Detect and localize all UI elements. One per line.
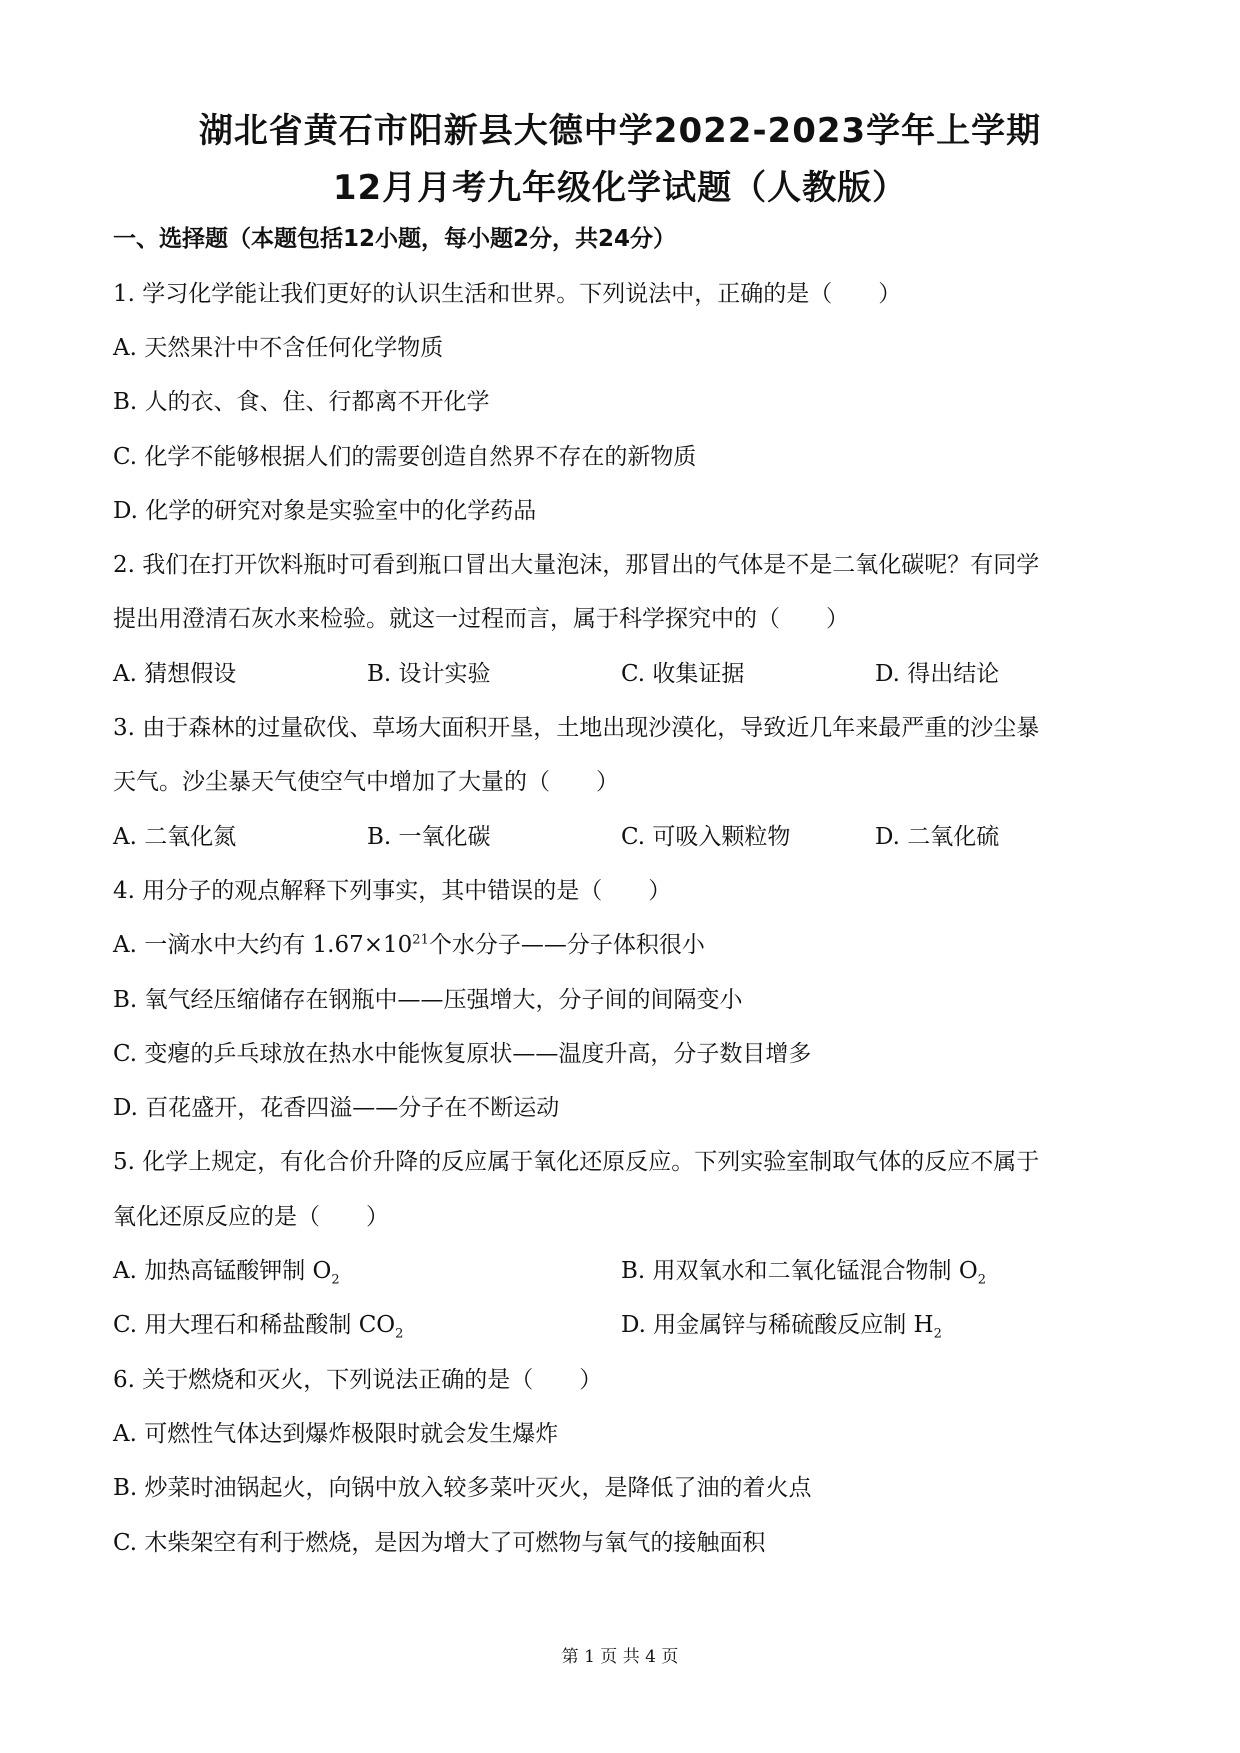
question-2-option-a: A. 猜想假设	[113, 661, 237, 687]
question-3-stem-line2: 天气。沙尘暴天气使空气中增加了大量的（ ）	[113, 769, 619, 795]
question-4-option-a-text-end: 个水分子——分子体积很小	[428, 932, 705, 958]
question-6-option-b: B. 炒菜时油锅起火，向锅中放入较多菜叶灭火，是降低了油的着火点	[113, 1475, 812, 1501]
question-2-option-c: C. 收集证据	[621, 661, 745, 687]
page-number-footer: 第 1 页 共 4 页	[561, 1647, 679, 1667]
question-4-option-a	[113, 930, 705, 960]
question-2-stem-line2: 提出用澄清石灰水来检验。就这一过程而言，属于科学探究中的（ ）	[113, 606, 849, 632]
question-6-stem: 6. 关于燃烧和灭火，下列说法正确的是（ ）	[113, 1367, 603, 1393]
question-2-option-b: B. 设计实验	[367, 661, 491, 687]
question-5-option-b-text: B. 用双氧水和二氧化锰混合物制 O	[621, 1258, 978, 1284]
section-heading: 一、选择题（本题包括12小题，每小题2分，共24分）	[113, 226, 677, 252]
question-5-stem-line2: 氧化还原反应的是（ ）	[113, 1204, 389, 1230]
question-1-stem: 1. 学习化学能让我们更好的认识生活和世界。下列说法中，正确的是（ ）	[113, 281, 902, 307]
question-5-option-c-text: C. 用大理石和稀盐酸制 CO	[113, 1312, 396, 1338]
exponent: 21	[412, 932, 429, 948]
question-2-stem-line1: 2. 我们在打开饮料瓶时可看到瓶口冒出大量泡沫，那冒出的气体是不是二氧化碳呢？有同学	[113, 552, 1040, 578]
question-3-option-c: C. 可吸入颗粒物	[621, 824, 791, 850]
question-5-option-a	[113, 1256, 340, 1286]
question-5-option-d	[621, 1310, 942, 1340]
question-4-stem: 4. 用分子的观点解释下列事实，其中错误的是（ ）	[113, 878, 672, 904]
question-4-option-b: B. 氧气经压缩储存在钢瓶中——压强增大，分子间的间隔变小	[113, 987, 743, 1013]
question-3-option-b: B. 一氧化碳	[367, 824, 491, 850]
question-2-option-d: D. 得出结论	[875, 661, 1000, 687]
question-4-option-d: D. 百花盛开，花香四溢——分子在不断运动	[113, 1095, 560, 1121]
question-5-option-c	[113, 1310, 403, 1340]
question-4-option-c: C. 变瘪的乒乓球放在热水中能恢复原状——温度升高，分子数目增多	[113, 1041, 812, 1067]
subscript: 2	[331, 1272, 340, 1288]
subscript: 2	[395, 1326, 404, 1342]
question-1-option-c: C. 化学不能够根据人们的需要创造自然界不存在的新物质	[113, 444, 697, 470]
question-4-option-a-text: A. 一滴水中大约有 1.67×10	[113, 932, 413, 958]
question-1-option-d: D. 化学的研究对象是实验室中的化学药品	[113, 498, 537, 524]
question-5-stem-line1: 5. 化学上规定，有化合价升降的反应属于氧化还原反应。下列实验室制取气体的反应不属于	[113, 1149, 1040, 1175]
question-6-option-c: C. 木柴架空有利于燃烧，是因为增大了可燃物与氧气的接触面积	[113, 1530, 766, 1556]
question-5-option-a-text: A. 加热高锰酸钾制 O	[113, 1258, 332, 1284]
question-3-option-a: A. 二氧化氮	[113, 824, 237, 850]
question-5-option-d-text: D. 用金属锌与稀硫酸反应制 H	[621, 1312, 934, 1338]
exam-title-line1: 湖北省黄石市阳新县大德中学2022-2023学年上学期	[198, 111, 1042, 151]
subscript: 2	[933, 1326, 942, 1342]
subscript: 2	[977, 1272, 986, 1288]
question-3-option-d: D. 二氧化硫	[875, 824, 1000, 850]
question-1-option-a: A. 天然果汁中不含任何化学物质	[113, 335, 444, 361]
question-1-option-b: B. 人的衣、食、住、行都离不开化学	[113, 389, 490, 415]
question-5-option-b	[621, 1256, 986, 1286]
question-6-option-a: A. 可燃性气体达到爆炸极限时就会发生爆炸	[113, 1421, 559, 1447]
question-3-stem-line1: 3. 由于森林的过量砍伐、草场大面积开垦，土地出现沙漠化，导致近几年来最严重的沙尘暴	[113, 715, 1040, 741]
exam-title-line2: 12月月考九年级化学试题（人教版）	[332, 168, 908, 208]
